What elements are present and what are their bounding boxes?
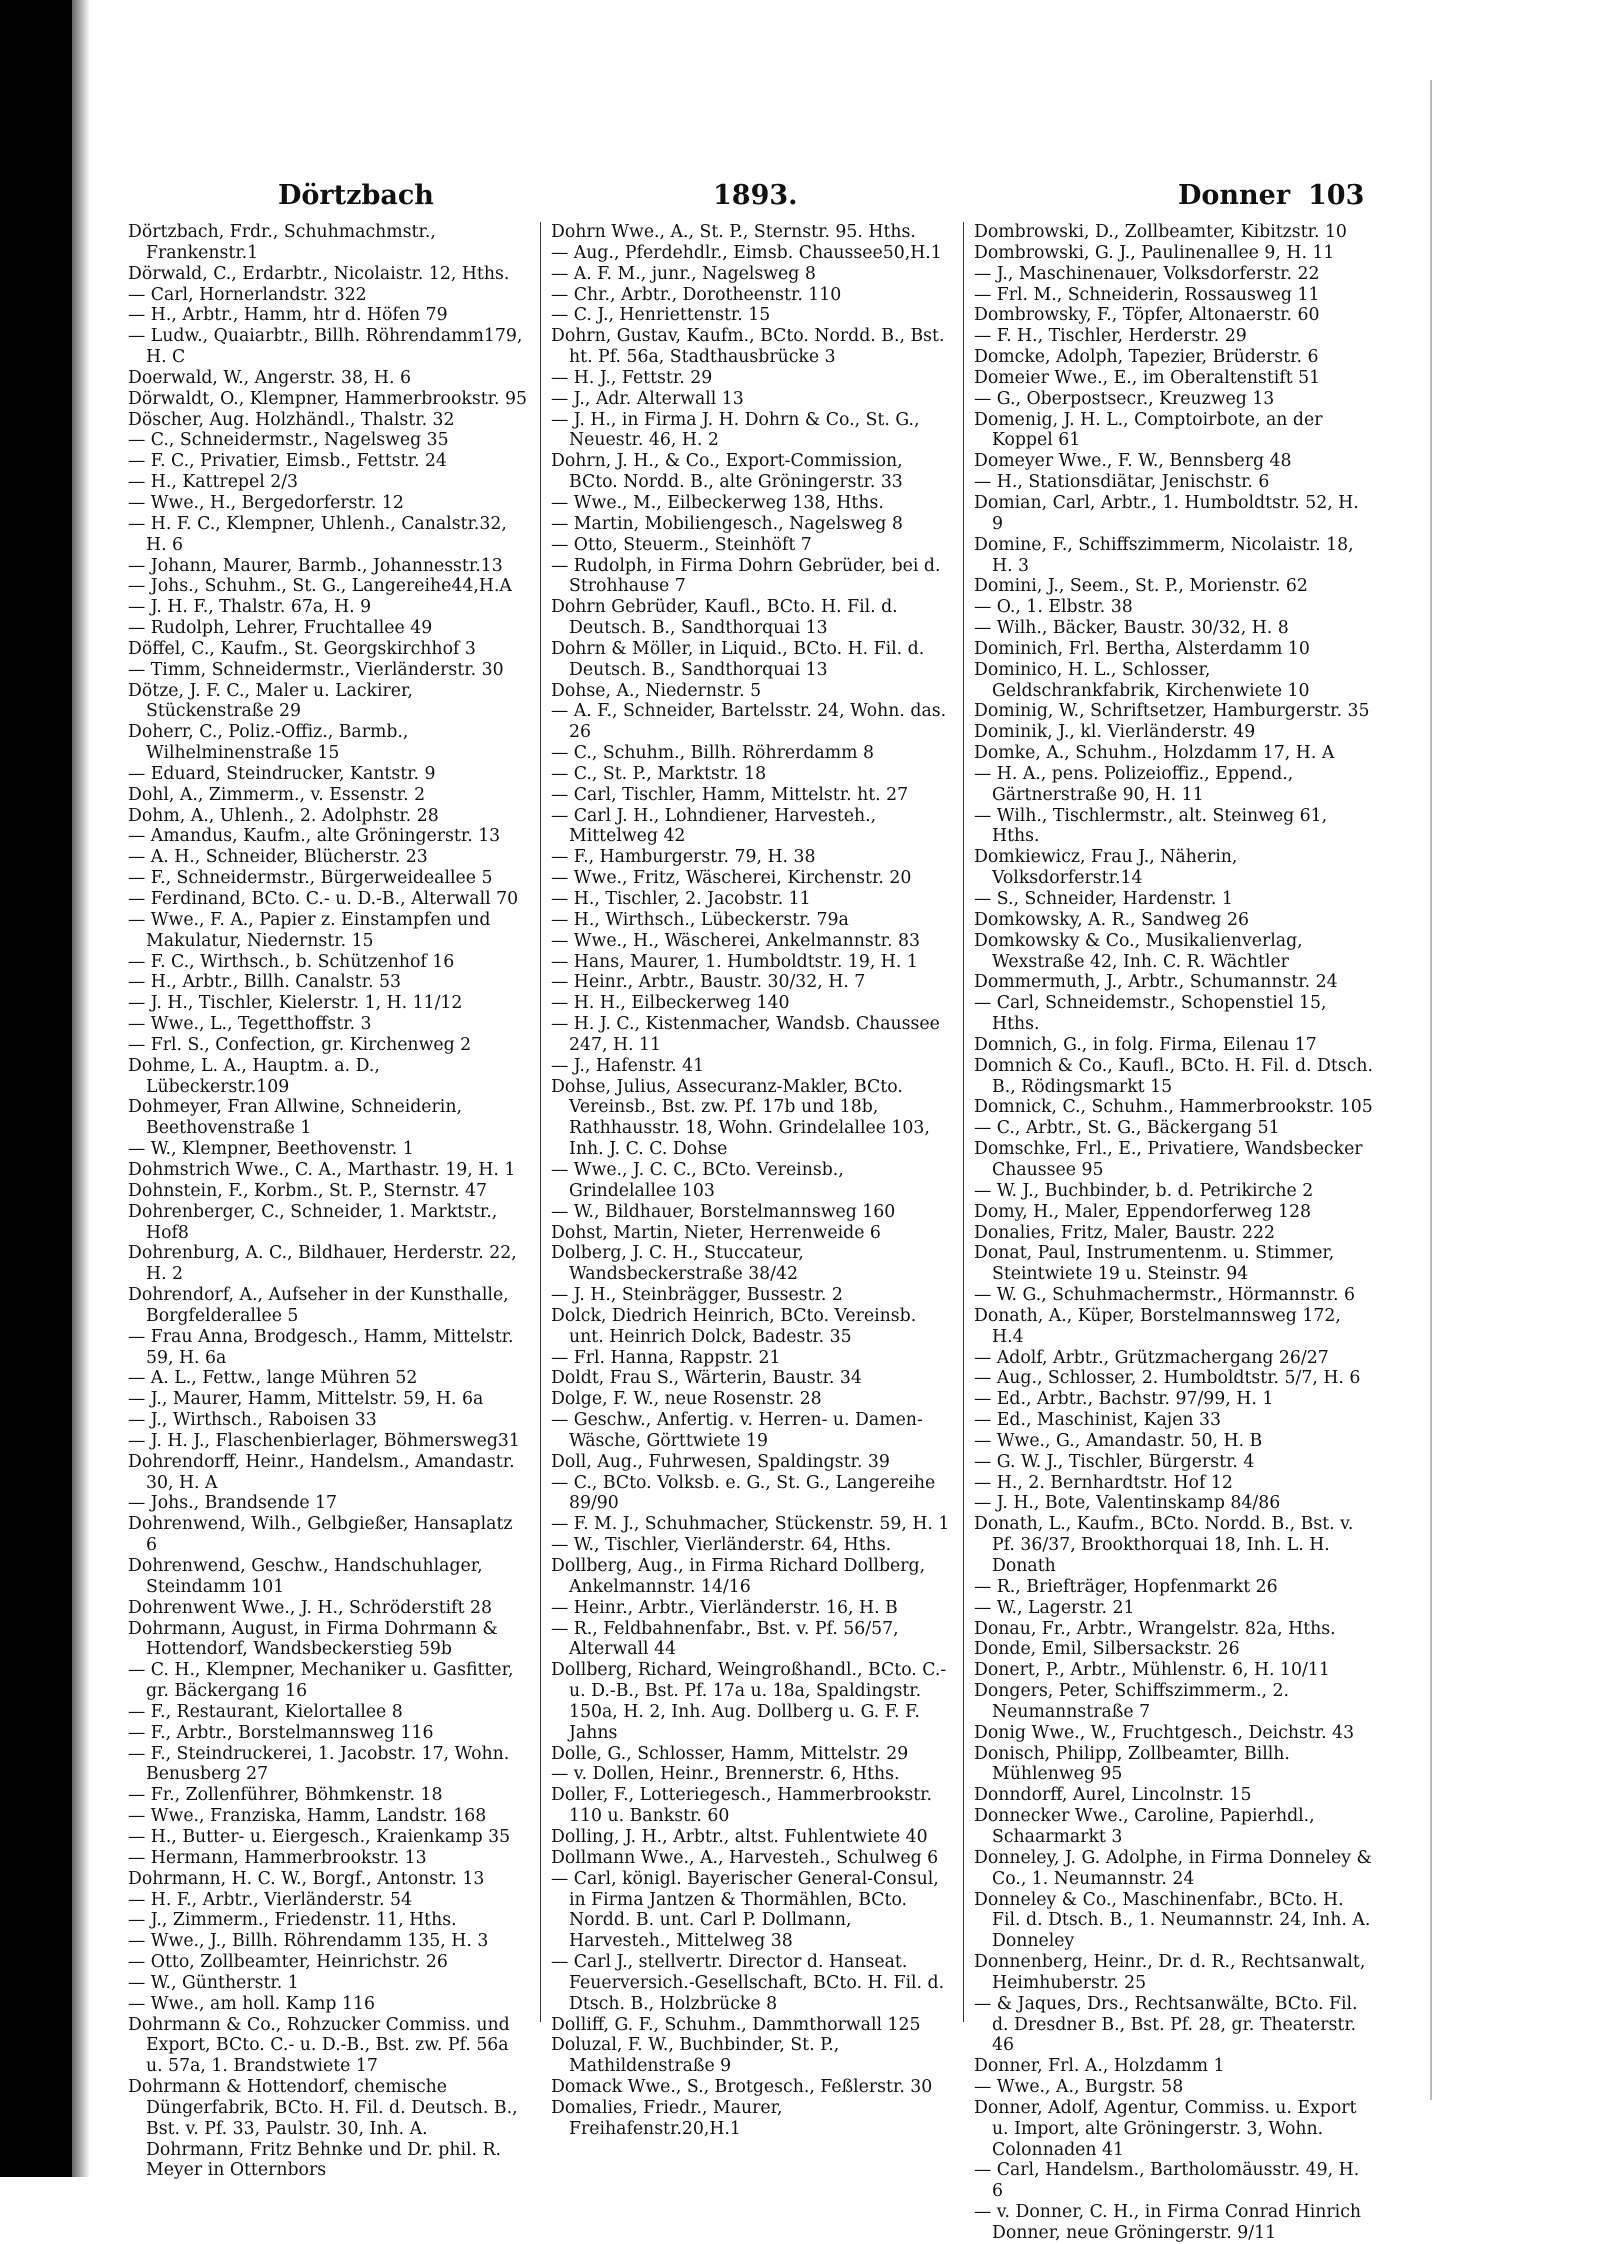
directory-entry: — Heinr., Arbtr., Baustr. 30/32, H. 7 xyxy=(551,972,866,993)
directory-entry: — A. H., Schneider, Blücherstr. 23 xyxy=(128,847,428,868)
directory-entry: — Wilh., Bäcker, Baustr. 30/32, H. 8 xyxy=(974,618,1289,639)
directory-entry: Domine, F., Schiffszimmerm, Nicolaistr. 18, H. 3 xyxy=(974,534,1354,576)
directory-entry: Donig Wwe., W., Fruchtgesch., Deichstr. 43 xyxy=(974,1722,1355,1743)
directory-entry: Dollberg, Aug., in Firma Richard Dollberg, Ankelmannstr. 14/16 xyxy=(551,1556,926,1597)
directory-entry: — Wwe., L., Tegetthoffstr. 3 xyxy=(128,1014,372,1035)
directory-entry: Donert, P., Arbtr., Mühlenstr. 6, H. 10/11 xyxy=(974,1660,1330,1681)
directory-entry: Dohrn, J. H., & Co., Export-Commission, BCto. Nordd. B., alte Gröningerstr. 33 xyxy=(551,451,903,493)
directory-entry: Domnich, G., in folg. Firma, Eilenau 17 xyxy=(974,1034,1317,1055)
directory-entry: — H. F., Arbtr., Vierländerstr. 54 xyxy=(128,1889,413,1910)
header-year: 1893. xyxy=(713,180,798,211)
scan-shadow-edge xyxy=(72,0,90,2177)
directory-entry: Dohst, Martin, Nieter, Herrenweide 6 xyxy=(551,1222,881,1243)
page-edge-line xyxy=(1430,80,1432,2100)
directory-entry: Dohrenberger, C., Schneider, 1. Marktstr., Hof8 xyxy=(128,1201,498,1243)
directory-entry: Dohrn, Gustav, Kaufm., BCto. Nordd. B., Bst. ht. Pf. 56a, Stadthausbrücke 3 xyxy=(551,326,945,368)
directory-entry: — W., Tischler, Vierländerstr. 64, Hths. xyxy=(551,1535,892,1556)
directory-entry: — Martin, Mobiliengesch., Nagelsweg 8 xyxy=(551,513,903,534)
directory-entry: Dohrn Wwe., A., St. P., Sternstr. 95. Hths. xyxy=(551,222,916,242)
column-divider xyxy=(540,222,541,2022)
directory-entry: Dollberg, Richard, Weingroßhandl., BCto. C.- u. D.-B., Bst. Pf. 17a u. 18a, Spaldingstr. 150a, H. 2, Inh. Aug. Dollberg u. G. F. F. Jahns xyxy=(551,1660,947,1743)
directory-entry: — F., Schneidermstr., Bürgerweideallee 5 xyxy=(128,868,493,889)
directory-entry: — v. Donner, C. H., in Firma Conrad Hinrich Donner, neue Gröningerstr. 9/11 xyxy=(974,2202,1362,2243)
directory-entry: — Wwe., Fritz, Wäscherei, Kirchenstr. 20 xyxy=(551,868,912,889)
directory-entry: — J., Zimmerm., Friedenstr. 11, Hths. xyxy=(128,1910,457,1931)
directory-entry: Domenig, J. H. L., Comptoirbote, an der Koppel 61 xyxy=(974,409,1323,451)
directory-entry: Dohmstrich Wwe., C. A., Marthastr. 19, H. 1 xyxy=(128,1159,516,1180)
directory-entry: — C., BCto. Volksb. e. G., St. G., Langereihe 89/90 xyxy=(551,1472,936,1514)
directory-entry: Dominik, J., kl. Vierländerstr. 49 xyxy=(974,722,1256,743)
directory-entry: Doerwald, W., Angerstr. 38, H. 6 xyxy=(128,367,411,388)
directory-entry: — Hermann, Hammerbrookstr. 13 xyxy=(128,1847,427,1868)
directory-entry: Dörtzbach, Frdr., Schuhmachmstr., Frankenstr.1 xyxy=(128,222,436,263)
directory-entry: Dominico, H. L., Schlosser, Geldschrankfabrik, Kirchenwiete 10 xyxy=(974,659,1310,701)
directory-entry: Domeyer Wwe., F. W., Bennsberg 48 xyxy=(974,451,1292,472)
directory-column-3 xyxy=(974,222,1374,2244)
directory-entry: — R., Feldbahnenfabr., Bst. v. Pf. 56/57, Alterwall 44 xyxy=(551,1618,899,1660)
directory-entry: Domnick, C., Schuhm., Hammerbrookstr. 105 xyxy=(974,1097,1373,1118)
directory-entry: — Otto, Steuerm., Steinhöft 7 xyxy=(551,534,812,555)
directory-entry: Dohrenwend, Wilh., Gelbgießer, Hansaplatz 6 xyxy=(128,1514,513,1556)
directory-entry: Dohrn & Möller, in Liquid., BCto. H. Fil. d. Deutsch. B., Sandthorquai 13 xyxy=(551,638,925,680)
directory-entry: Domcke, Adolph, Tapezier, Brüderstr. 6 xyxy=(974,347,1319,368)
directory-entry: — Wilh., Tischlermstr., alt. Steinweg 61, Hths. xyxy=(974,805,1328,847)
directory-entry: — Wwe., H., Wäscherei, Ankelmannstr. 83 xyxy=(551,930,920,951)
directory-entry: Donath, A., Küper, Borstelmannsweg 172, H.4 xyxy=(974,1305,1341,1347)
directory-entry: — W., Güntherstr. 1 xyxy=(128,1972,299,1993)
directory-entry: — F., Hamburgerstr. 79, H. 38 xyxy=(551,847,816,868)
directory-entry: — A. L., Fettw., lange Mühren 52 xyxy=(128,1368,418,1389)
directory-entry: — Eduard, Steindrucker, Kantstr. 9 xyxy=(128,763,436,784)
directory-entry: — G. W. J., Tischler, Bürgerstr. 4 xyxy=(974,1451,1255,1472)
directory-entry: Dörwaldt, O., Klempner, Hammerbrookstr. 95 xyxy=(128,388,527,409)
directory-entry: — F. C., Wirthsch., b. Schützenhof 16 xyxy=(128,951,455,972)
directory-entry: — H. H., Eilbeckerweg 140 xyxy=(551,993,790,1014)
directory-entry: — H., Arbtr., Billh. Canalstr. 53 xyxy=(128,972,401,993)
directory-entry: Dohse, Julius, Assecuranz-Makler, BCto. Vereinsb., Bst. zw. Pf. 17b und 18b, Rathhausstr. 18, Wohn. Grindelallee 103, Inh. J. C. C. Dohse xyxy=(551,1076,930,1160)
directory-entry: — A. F., Schneider, Bartelsstr. 24, Wohn. das. 26 xyxy=(551,701,947,743)
directory-entry: — Otto, Zollbeamter, Heinrichstr. 26 xyxy=(128,1952,448,1973)
directory-entry: — H. J., Fettstr. 29 xyxy=(551,367,713,388)
directory-entry: — Wwe., am holl. Kamp 116 xyxy=(128,1993,375,2014)
directory-entry: — Ferdinand, BCto. C.- u. D.-B., Alterwall 70 xyxy=(128,889,519,909)
directory-entry: Dohrn Gebrüder, Kaufl., BCto. H. Fil. d. Deutsch. B., Sandthorquai 13 xyxy=(551,597,898,639)
directory-entry: — Carl, Schneidemstr., Schopenstiel 15, Hths. xyxy=(974,993,1327,1035)
directory-entry: Domeier Wwe., E., im Oberaltenstift 51 xyxy=(974,367,1321,388)
directory-entry: Dohrenburg, A. C., Bildhauer, Herderstr. 22, H. 2 xyxy=(128,1243,517,1285)
directory-entry: — Wwe., J., Billh. Röhrendamm 135, H. 3 xyxy=(128,1931,489,1952)
directory-entry: Domy, H., Maler, Eppendorferweg 128 xyxy=(974,1201,1312,1222)
directory-entry: Dommermuth, J., Arbtr., Schumannstr. 24 xyxy=(974,972,1338,993)
directory-entry: — Rudolph, Lehrer, Fruchtallee 49 xyxy=(128,618,433,639)
directory-entry: Dohme, L. A., Hauptm. a. D., Lübeckerstr.109 xyxy=(128,1055,380,1097)
directory-entry: — Carl, Tischler, Hamm, Mittelstr. ht. 27 xyxy=(551,784,909,805)
directory-entry: Dohrenwent Wwe., J. H., Schröderstift 28 xyxy=(128,1597,493,1618)
directory-entry: — S., Schneider, Hardenstr. 1 xyxy=(974,889,1233,909)
directory-entry: — F., Steindruckerei, 1. Jacobstr. 17, Wohn. Benusberg 27 xyxy=(128,1743,510,1785)
directory-entry: Dohrmann & Co., Rohzucker Commiss. und Export, BCto. C.- u. D.-B., Bst. zw. Pf. 56a u. 57a, 1. Brandstwiete 17 xyxy=(128,2014,510,2077)
directory-entry: Dolck, Diedrich Heinrich, BCto. Vereinsb. unt. Heinrich Dolck, Badestr. 35 xyxy=(551,1305,917,1347)
directory-entry: Dollmann Wwe., A., Harvesteh., Schulweg 6 xyxy=(551,1847,939,1868)
directory-entry: — C., St. P., Marktstr. 18 xyxy=(551,763,767,784)
directory-entry: Doll, Aug., Fuhrwesen, Spaldingstr. 39 xyxy=(551,1451,890,1472)
directory-entry: — J., Maschinenauer, Volksdorferstr. 22 xyxy=(974,263,1320,284)
header-left-catchword: Dörtzbach xyxy=(278,180,434,211)
directory-entry: — H. J. C., Kistenmacher, Wandsb. Chaussee 247, H. 11 xyxy=(551,1014,940,1055)
directory-entry: Donalies, Fritz, Maler, Baustr. 222 xyxy=(974,1222,1276,1243)
directory-entry: — H. A., pens. Polizeioffiz., Eppend., Gärtnerstraße 90, H. 11 xyxy=(974,763,1294,805)
directory-entry: — O., 1. Elbstr. 38 xyxy=(974,597,1133,618)
directory-entry: — Chr., Arbtr., Dorotheenstr. 110 xyxy=(551,284,842,305)
directory-entry: Donde, Emil, Silbersackstr. 26 xyxy=(974,1639,1240,1660)
directory-entry: — J. H., Steinbrägger, Bussestr. 2 xyxy=(551,1285,843,1306)
directory-entry: — C., Schneidermstr., Nagelsweg 35 xyxy=(128,430,449,451)
directory-entry: Dohrendorf, A., Aufseher in der Kunsthalle, Borgfelderallee 5 xyxy=(128,1285,509,1326)
directory-entry: Donneley, J. G. Adolphe, in Firma Donneley & Co., 1. Neumannstr. 24 xyxy=(974,1847,1372,1889)
directory-entry: — Frl. Hanna, Rappstr. 21 xyxy=(551,1347,781,1368)
directory-entry: Domian, Carl, Arbtr., 1. Humboldtstr. 52, H. 9 xyxy=(974,492,1359,534)
directory-entry: — J., Maurer, Hamm, Mittelstr. 59, H. 6a xyxy=(128,1389,484,1410)
directory-entry: — Wwe., H., Bergedorferstr. 12 xyxy=(128,492,404,513)
directory-entry: — v. Dollen, Heinr., Brennerstr. 6, Hths. xyxy=(551,1764,900,1785)
directory-page xyxy=(128,178,1374,2243)
directory-entry: Dongers, Peter, Schiffszimmerm., 2. Neumannstraße 7 xyxy=(974,1681,1289,1722)
page-header xyxy=(128,178,1373,218)
directory-entry: — H., Kattrepel 2/3 xyxy=(128,472,299,493)
directory-entry: — J. H., in Firma J. H. Dohrn & Co., St. G., Neuestr. 46, H. 2 xyxy=(551,409,920,451)
directory-entry: Domschke, Frl., E., Privatiere, Wandsbecker Chaussee 95 xyxy=(974,1139,1363,1180)
directory-entry: Dohrenwend, Geschw., Handschuhlager, Steindamm 101 xyxy=(128,1556,483,1597)
directory-entry: — Carl, königl. Bayerischer General-Consul, in Firma Jantzen & Thormählen, BCto. Nordd. B. unt. Carl P. Dollmann, Harvesteh., Mittelweg 38 xyxy=(551,1868,939,1952)
directory-entry: — Ed., Maschinist, Kajen 33 xyxy=(974,1410,1222,1431)
directory-entry: Dohmeyer, Fran Allwine, Schneiderin, Beethovenstraße 1 xyxy=(128,1097,462,1139)
directory-entry: — H., Wirthsch., Lübeckerstr. 79a xyxy=(551,909,849,930)
directory-entry: Domack Wwe., S., Brotgesch., Feßlerstr. 30 xyxy=(551,2077,933,2098)
directory-entry: — W., Lagerstr. 21 xyxy=(974,1597,1135,1618)
directory-entry: — F., Restaurant, Kielortallee 8 xyxy=(128,1701,403,1722)
directory-entry: Dombrowski, G. J., Paulinenallee 9, H. 11 xyxy=(974,242,1335,263)
directory-entry: Dolberg, J. C. H., Stuccateur, Wandsbeckerstraße 38/42 xyxy=(551,1243,804,1285)
directory-entry: — J., Wirthsch., Raboisen 33 xyxy=(128,1410,377,1431)
column-divider xyxy=(963,222,964,2022)
directory-entry: Dominig, W., Schriftsetzer, Hamburgerstr. 35 xyxy=(974,701,1370,722)
directory-entry: — J. H. F., Thalstr. 67a, H. 9 xyxy=(128,597,372,618)
directory-entry: — Carl J., stellvertr. Director d. Hanseat. Feuerversich.-Gesellschaft, BCto. H. Fil. d. Dtsch. B., Holzbrücke 8 xyxy=(551,1952,945,2014)
directory-entry: — Heinr., Arbtr., Vierländerstr. 16, H. B xyxy=(551,1597,898,1618)
directory-entry: Donneley & Co., Maschinenfabr., BCto. H. Fil. d. Dtsch. B., 1. Neumannstr. 24, Inh. A. Donneley xyxy=(974,1889,1371,1952)
directory-entry: Donner, Adolf, Agentur, Commiss. u. Export u. Import, alte Gröningerstr. 3, Wohn. Colonnaden 41 xyxy=(974,2097,1357,2160)
directory-entry: — Frl. S., Confection, gr. Kirchenweg 2 xyxy=(128,1034,472,1055)
directory-entry: Dolling, J. H., Arbtr., altst. Fuhlentwiete 40 xyxy=(551,1826,928,1847)
directory-entry: — H., Arbtr., Hamm, htr d. Höfen 79 xyxy=(128,305,448,326)
directory-entry: Domkowsky, A. R., Sandweg 26 xyxy=(974,909,1249,930)
directory-entry: Döffel, C., Kaufm., St. Georgskirchhof 3 xyxy=(128,638,476,659)
directory-entry: Doherr, C., Poliz.-Offiz., Barmb., Wilhelminenstraße 15 xyxy=(128,722,409,764)
directory-entry: Domke, A., Schuhm., Holzdamm 17, H. A xyxy=(974,743,1335,764)
directory-entry: Dominich, Frl. Bertha, Alsterdamm 10 xyxy=(974,638,1310,659)
directory-entry: — Wwe., G., Amandastr. 50, H. B xyxy=(974,1430,1263,1451)
directory-entry: Domnich & Co., Kaufl., BCto. H. Fil. d. Dtsch. B., Rödingsmarkt 15 xyxy=(974,1055,1374,1097)
directory-entry: Dolge, F. W., neue Rosenstr. 28 xyxy=(551,1389,822,1410)
directory-entry: Dohrmann, August, in Firma Dohrmann & Hottendorf, Wandsbeckerstieg 59b xyxy=(128,1618,498,1660)
directory-entry: Dolle, G., Schlosser, Hamm, Mittelstr. 29 xyxy=(551,1743,909,1764)
directory-entry: Donnenberg, Heinr., Dr. d. R., Rechtsanwalt, Heimhuberstr. 25 xyxy=(974,1952,1366,1993)
directory-entry: — Hans, Maurer, 1. Humboldtstr. 19, H. 1 xyxy=(551,951,918,972)
directory-entry: — J. H., Tischler, Kielerstr. 1, H. 11/12 xyxy=(128,993,463,1014)
directory-entry: — F. C., Privatier, Eimsb., Fettstr. 24 xyxy=(128,451,447,472)
directory-entry: Domkowsky & Co., Musikalienverlag, Wexstraße 42, Inh. C. R. Wächtler xyxy=(974,930,1303,972)
directory-entry: Dolliff, G. F., Schuhm., Dammthorwall 125 xyxy=(551,2014,921,2035)
directory-entry: — H., Tischler, 2. Jacobstr. 11 xyxy=(551,889,811,909)
directory-entry: Domkiewicz, Frau J., Näherin, Volksdorferstr.14 xyxy=(974,847,1238,889)
directory-entry: — H., Stationsdiätar, Jenischstr. 6 xyxy=(974,472,1270,493)
directory-entry: Doller, F., Lotteriegesch., Hammerbrookstr. 110 u. Bankstr. 60 xyxy=(551,1785,933,1827)
directory-entry: — W., Klempner, Beethovenstr. 1 xyxy=(128,1139,414,1160)
directory-entry: — Frau Anna, Brodgesch., Hamm, Mittelstr. 59, H. 6a xyxy=(128,1326,514,1368)
directory-entry: — Aug., Schlosser, 2. Humboldtstr. 5/7, H. 6 xyxy=(974,1368,1361,1389)
scan-black-border xyxy=(0,0,72,2177)
directory-entry: — F., Arbtr., Borstelmannsweg 116 xyxy=(128,1722,434,1743)
directory-entry: Dohnstein, F., Korbm., St. P., Sternstr. 47 xyxy=(128,1180,487,1201)
directory-entry: — J. H. J., Flaschenbierlager, Böhmersweg31 xyxy=(128,1430,520,1451)
directory-entry: Dörwald, C., Erdarbtr., Nicolaistr. 12, Hths. xyxy=(128,263,510,284)
directory-column-2 xyxy=(551,222,951,2140)
directory-entry: Dohl, A., Zimmerm., v. Essenstr. 2 xyxy=(128,784,426,805)
directory-entry: Donath, L., Kaufm., BCto. Nordd. B., Bst. v. Pf. 36/37, Brookthorquai 18, Inh. L. H. Donath xyxy=(974,1514,1354,1576)
directory-entry: Donat, Paul, Instrumentenm. u. Stimmer, Steintwiete 19 u. Steinstr. 94 xyxy=(974,1243,1335,1285)
directory-entry: Donner, Frl. A., Holzdamm 1 xyxy=(974,2056,1225,2077)
directory-entry: — G., Oberpostsecr., Kreuzweg 13 xyxy=(974,388,1275,409)
directory-entry: — Wwe., M., Eilbeckerweg 138, Hths. xyxy=(551,492,884,513)
directory-entry: Donisch, Philipp, Zollbeamter, Billh. Mühlenweg 95 xyxy=(974,1743,1290,1785)
directory-entry: — R., Briefträger, Hopfenmarkt 26 xyxy=(974,1576,1278,1597)
directory-entry: — Adolf, Arbtr., Grützmachergang 26/27 xyxy=(974,1347,1329,1368)
directory-entry: — A. F. M., junr., Nagelsweg 8 xyxy=(551,263,816,284)
directory-entry: Doldt, Frau S., Wärterin, Baustr. 34 xyxy=(551,1368,862,1389)
directory-entry: Dombrowski, D., Zollbeamter, Kibitzstr. 10 xyxy=(974,222,1347,242)
directory-entry: Dombrowsky, F., Töpfer, Altonaerstr. 60 xyxy=(974,305,1320,326)
directory-entry: — H., Butter- u. Eiergesch., Kraienkamp 35 xyxy=(128,1826,511,1847)
directory-entry: — Rudolph, in Firma Dohrn Gebrüder, bei d. Strohhause 7 xyxy=(551,555,941,597)
directory-entry: — Carl, Handelsm., Bartholomäusstr. 49, H. 6 xyxy=(974,2160,1360,2202)
directory-entry: — Wwe., A., Burgstr. 58 xyxy=(974,2077,1184,2098)
directory-entry: — Ed., Arbtr., Bachstr. 97/99, H. 1 xyxy=(974,1389,1274,1410)
page-number: 103 xyxy=(1308,180,1365,211)
directory-entry: — Frl. M., Schneiderin, Rossausweg 11 xyxy=(974,284,1320,305)
directory-entry: — Wwe., J. C. C., BCto. Vereinsb., Grindelallee 103 xyxy=(551,1159,844,1201)
directory-entry: — Fr., Zollenführer, Böhmkenstr. 18 xyxy=(128,1785,443,1806)
directory-entry: — Geschw., Anfertig. v. Herren- u. Damen-Wäsche, Görttwiete 19 xyxy=(551,1410,923,1451)
directory-entry: — F. M. J., Schuhmacher, Stückenstr. 59, H. 1 xyxy=(551,1514,950,1535)
directory-entry: Dohrmann, H. C. W., Borgf., Antonstr. 13 xyxy=(128,1868,485,1889)
directory-entry: — & Jaques, Drs., Rechtsanwälte, BCto. Fil. d. Dresdner B., Bst. Pf. 28, gr. Theaterstr. 46 xyxy=(974,1993,1358,2056)
directory-entry: Domini, J., Seem., St. P., Morienstr. 62 xyxy=(974,576,1308,597)
directory-entry: — Aug., Pferdehdlr., Eimsb. Chaussee50,H.1 xyxy=(551,242,942,263)
directory-entry: Dohse, A., Niedernstr. 5 xyxy=(551,680,762,701)
directory-entry: — F. H., Tischler, Herderstr. 29 xyxy=(974,326,1247,347)
directory-entry: — Amandus, Kaufm., alte Gröningerstr. 13 xyxy=(128,826,501,847)
directory-entry: — Carl, Hornerlandstr. 322 xyxy=(128,284,367,305)
directory-entry: — Carl J. H., Lohndiener, Harvesteh., Mittelweg 42 xyxy=(551,805,877,847)
directory-entry: — J., Hafenstr. 41 xyxy=(551,1055,705,1076)
directory-entry: — Timm, Schneidermstr., Vierländerstr. 30 xyxy=(128,659,504,680)
directory-entry: Donnecker Wwe., Caroline, Papierhdl., Schaarmarkt 3 xyxy=(974,1806,1315,1847)
directory-entry: — J., Adr. Alterwall 13 xyxy=(551,388,744,409)
directory-entry: — H. F. C., Klempner, Uhlenh., Canalstr.32, H. 6 xyxy=(128,513,507,555)
directory-entry: Dohm, A., Uhlenh., 2. Adolphstr. 28 xyxy=(128,805,439,826)
directory-entry: — H., 2. Bernhardtstr. Hof 12 xyxy=(974,1472,1233,1493)
directory-entry: — C., Arbtr., St. G., Bäckergang 51 xyxy=(974,1118,1280,1139)
directory-entry: Dohrmann & Hottendorf, chemische Düngerfabrik, BCto. H. Fil. d. Deutsch. B., Bst. v. Pf. 33, Paulstr. 30, Inh. A. Dohrmann, Fritz Behnke und Dr. phil. R. Meyer in Otternbors xyxy=(128,2077,518,2181)
directory-entry: Donndorff, Aurel, Lincolnstr. 15 xyxy=(974,1785,1252,1806)
directory-entry: — C. J., Henriettenstr. 15 xyxy=(551,305,771,326)
directory-entry: — W., Bildhauer, Borstelmannsweg 160 xyxy=(551,1201,896,1222)
directory-entry: Dötze, J. F. C., Maler u. Lackirer, Stückenstraße 29 xyxy=(128,680,413,722)
directory-entry: — J. H., Bote, Valentinskamp 84/86 xyxy=(974,1493,1281,1514)
directory-entry: — Ludw., Quaiarbtr., Billh. Röhrendamm179, H. C xyxy=(128,326,523,368)
header-right-catchword: Donner xyxy=(1178,180,1291,211)
directory-entry: — Wwe., F. A., Papier z. Einstampfen und Makulatur, Niedernstr. 15 xyxy=(128,909,491,951)
directory-entry: Döscher, Aug. Holzhändl., Thalstr. 32 xyxy=(128,409,455,430)
directory-entry: — Wwe., Franziska, Hamm, Landstr. 168 xyxy=(128,1806,487,1827)
directory-entry: — Johs., Brandsende 17 xyxy=(128,1493,338,1514)
directory-entry: — C., Schuhm., Billh. Röhrerdamm 8 xyxy=(551,743,874,764)
directory-entry: Doluzal, F. W., Buchbinder, St. P., Mathildenstraße 9 xyxy=(551,2035,840,2077)
directory-entry: — C. H., Klempner, Mechaniker u. Gasfitter, gr. Bäckergang 16 xyxy=(128,1660,514,1702)
directory-entry: — W. J., Buchbinder, b. d. Petrikirche 2 xyxy=(974,1180,1314,1201)
directory-entry: Domalies, Friedr., Maurer, Freihafenstr.20,H.1 xyxy=(551,2097,783,2139)
directory-column-1 xyxy=(128,222,528,2181)
directory-entry: — Johs., Schuhm., St. G., Langereihe44,H.A xyxy=(128,576,512,597)
directory-entry: Donau, Fr., Arbtr., Wrangelstr. 82a, Hths. xyxy=(974,1618,1336,1639)
directory-entry: Dohrendorff, Heinr., Handelsm., Amandastr. 30, H. A xyxy=(128,1451,515,1493)
directory-entry: — Johann, Maurer, Barmb., Johannesstr.13 xyxy=(128,555,503,576)
directory-entry: — W. G., Schuhmachermstr., Hörmannstr. 6 xyxy=(974,1285,1355,1306)
